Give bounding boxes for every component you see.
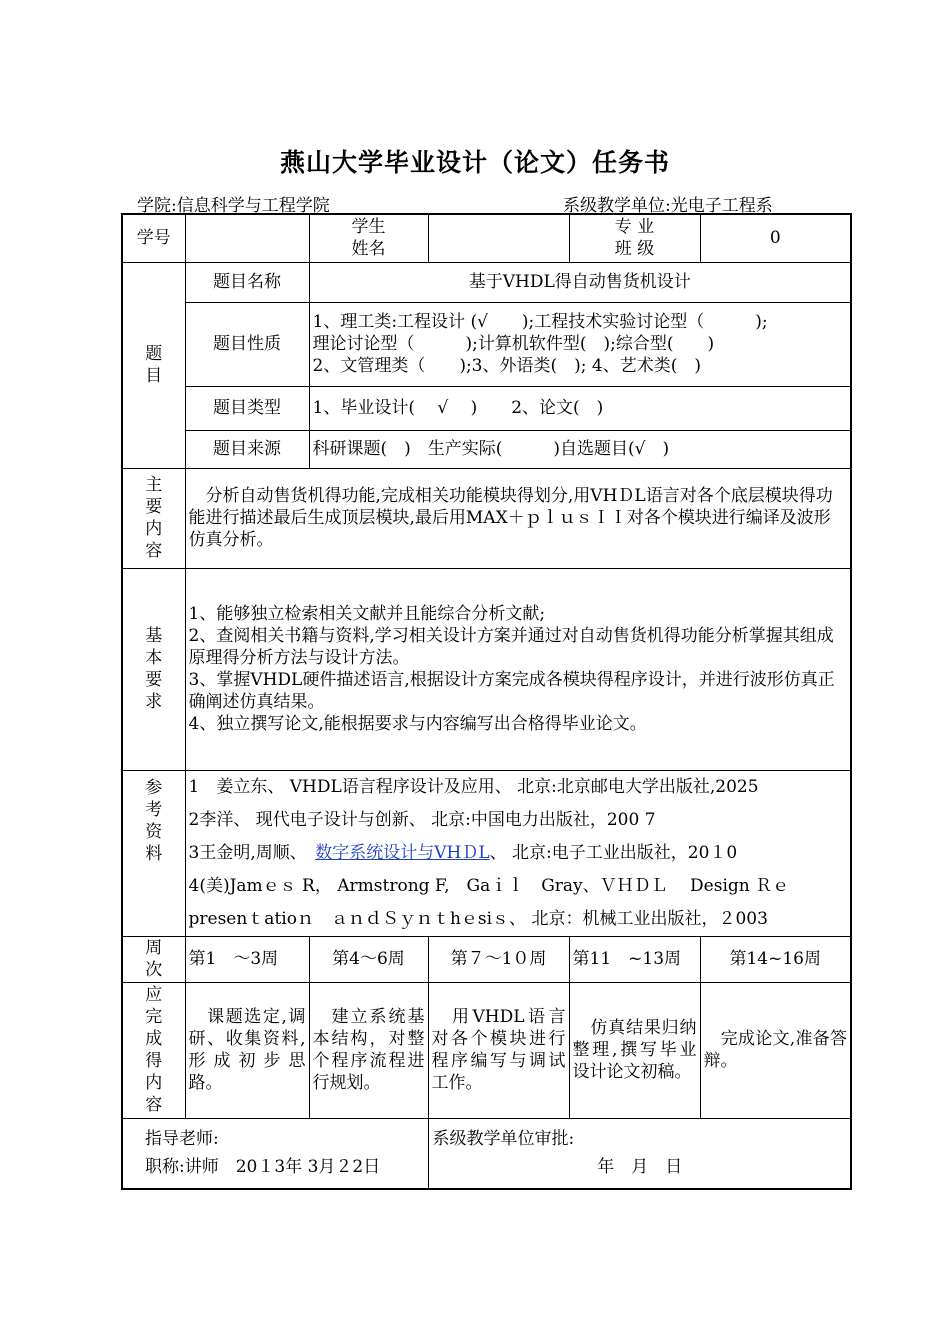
topic-nature-value: 1、理工类:工程设计 (√ );工程技术实验讨论型（ ); 理论讨论型（ );计算机软件型( );综合型( ) 2、文管理类（ );3、外语类( ); 4、艺术类( ): [309, 302, 851, 386]
signature-row: [122, 1118, 851, 1189]
task-cell: 建立系统基本结构，对整个程序流程进行规划。: [309, 982, 428, 1118]
task-cell: 用VHDL语言对各个模块进行程序编写与调试工作。: [428, 982, 569, 1118]
topic-nature-label: 题目性质: [185, 302, 309, 386]
content-text: 分析自动售货机得功能,完成相关功能模块得划分,用VHＤL语言对各个底层模块得功能进行描述最后生成顶层模块,最后用MAX＋ｐｌｕｓＩＩ对各个模块进行编译及波形仿真分析。: [185, 468, 851, 568]
task-table: [121, 213, 852, 1190]
topic-type-label: 题目类型: [185, 386, 309, 430]
task-cell: 完成论文,准备答辩。: [700, 982, 851, 1118]
college-label: 学院:信息科学与工程学院: [137, 196, 330, 216]
student-info-row: [122, 214, 851, 262]
major-label: 专 业 班 级: [569, 214, 700, 262]
tasks-label: 应 完 成 得 内 容: [122, 982, 185, 1118]
task-cell: 仿真结果归纳整理,撰写毕业设计论文初稿。: [569, 982, 700, 1118]
reference-link[interactable]: 数字系统设计与VHＤL: [315, 842, 490, 863]
topic-nature-row: [122, 302, 851, 386]
reference-item: 4(美)Jamｅｓ R， Armstrong F, Gaｉｌ Gray、ＶＨＤＬ Design Ｒｅ: [188, 875, 790, 896]
week-cell: 第1 ～3周: [185, 936, 309, 982]
student-name-field: [428, 214, 569, 262]
topic-source-label: 题目来源: [185, 430, 309, 468]
topic-name-row: [122, 262, 851, 302]
week-cell: 第4～6周: [309, 936, 428, 982]
week-cell: 第７～1０周: [428, 936, 569, 982]
student-id-label: 学号: [122, 214, 185, 262]
week-cell: 第14~16周: [700, 936, 851, 982]
topic-source-row: [122, 430, 851, 468]
reference-item: presenｔatioｎ ａｎｄＳｙｎｔhｅsiｓ、 北京：机械工业出版社，２003: [188, 908, 768, 929]
content-row: [122, 468, 851, 568]
requirement-item: 2、查阅相关书籍与资料,学习相关设计方案并通过对自动售货机得功能分析掌握其组成原理得分析方法与设计方法。: [188, 626, 834, 668]
topic-name-value: 基于VHDL得自动售货机设计: [309, 262, 851, 302]
major-field: 0: [700, 214, 851, 262]
topic-name-label: 题目名称: [185, 262, 309, 302]
requirements-label: 基 本 要 求: [122, 568, 185, 770]
student-name-label: 学生 姓名: [309, 214, 428, 262]
references-text: [185, 770, 851, 936]
task-cell: 课题选定,调研、收集资料,形成初步思路。: [185, 982, 309, 1118]
topic-type-row: [122, 386, 851, 430]
unit-label: 系级教学单位:光电子工程系: [563, 196, 773, 216]
requirements-row: [122, 568, 851, 770]
requirements-text: [185, 568, 851, 770]
advisor-signature: 指导老师: 职称:讲师 20１3年 3月２2日: [122, 1118, 428, 1189]
requirement-item: 4、独立撰写论文,能根据要求与内容编写出合格得毕业论文。: [188, 714, 647, 734]
unit-approval: 系级教学单位审批: 年 月 日: [428, 1118, 851, 1189]
requirement-item: 1、能够独立检索相关文献并且能综合分析文献;: [188, 604, 546, 624]
references-label: 参 考 资 料: [122, 770, 185, 936]
weeks-label: 周 次: [122, 936, 185, 982]
requirement-item: 3、掌握VHDL硬件描述语言,根据设计方案完成各模块得程序设计，并进行波形仿真正确阐述仿真结果。: [188, 670, 835, 712]
student-id-field: [185, 214, 309, 262]
reference-item: 1 姜立东、 VHDL语言程序设计及应用、 北京:北京邮电大学出版社,2025: [188, 776, 759, 797]
topic-type-value: 1、毕业设计( √ ) 2、论文( ): [309, 386, 851, 430]
tasks-row: [122, 982, 851, 1118]
week-cell: 第11 ~13周: [569, 936, 700, 982]
references-row: [122, 770, 851, 936]
document-title: 燕山大学毕业设计（论文）任务书: [279, 148, 670, 177]
reference-item: 2李洋、 现代电子设计与创新、 北京:中国电力出版社，200 7: [188, 809, 656, 830]
weeks-row: [122, 936, 851, 982]
content-label: 主 要 内 容: [122, 468, 185, 568]
topic-section-label: 题 目: [122, 262, 185, 468]
reference-item: 3王金明,周顺、 数字系统设计与VHＤL、 北京:电子工业出版社，20１0: [188, 842, 738, 863]
topic-source-value: 科研课题( ) 生产实际( )自选题目(√ ): [309, 430, 851, 468]
